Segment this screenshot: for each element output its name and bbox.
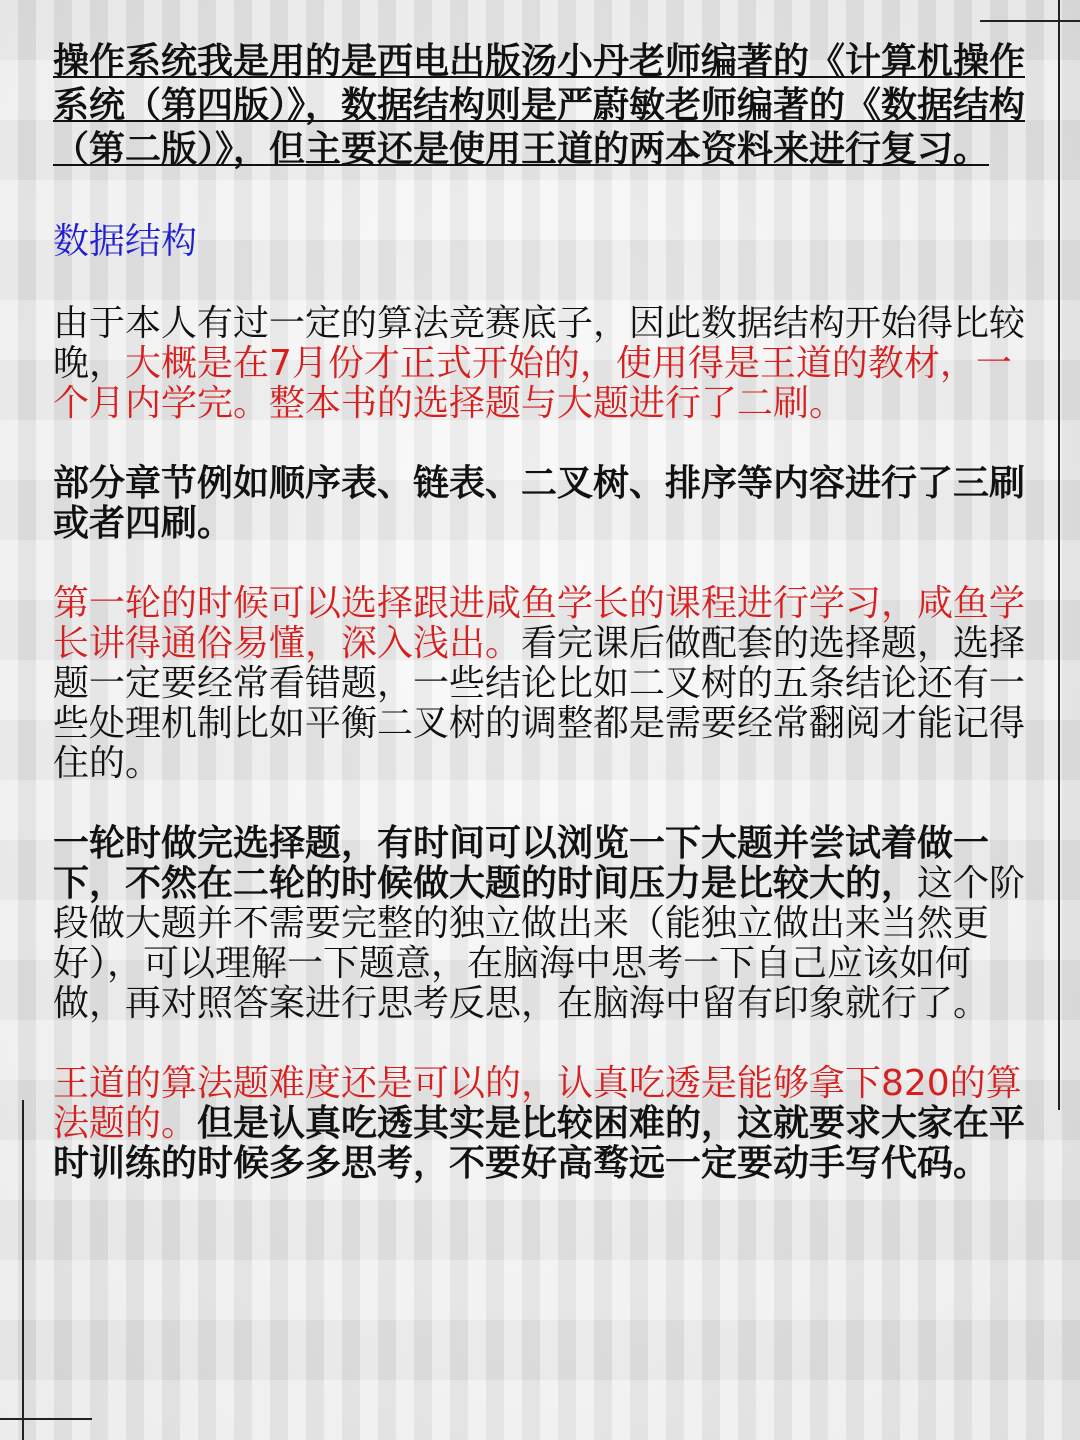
article-body — [53, 40, 1038, 1184]
corner-line-bottom-vertical — [22, 1100, 24, 1440]
paragraph-start-timing-normal: 由于本人有过一定的算法竞赛底子，因此数据结构开始得比较晚， — [53, 303, 1026, 384]
paragraph-first-round-highlight: 第一轮的时候可以选择跟进咸鱼学长的课程进行学习，咸鱼学长讲得通俗易懂，深入浅出。 — [53, 583, 1026, 664]
paragraph-first-round-normal: 看完课后做配套的选择题，选择题一定要经常看错题，一些结论比如二叉树的五条结论还有一些处理机制比如平衡二叉树的调整都是需要经常翻阅才能记得住的。 — [53, 623, 1026, 784]
paragraph-chapter-review: 部分章节例如顺序表、链表、二叉树、排序等内容进行了三刷或者四刷。 — [53, 463, 1026, 544]
paragraph-big-questions — [53, 824, 1038, 1024]
paragraph-start-timing-highlight: 大概是在7月份才正式开始的，使用得是王道的教材，一个月内学完。整本书的选择题与大题进行了二刷。 — [53, 343, 1012, 424]
paragraph-algorithm — [53, 1064, 1038, 1184]
intro-paragraph — [53, 40, 1038, 172]
section-title: 数据结构 — [53, 221, 198, 262]
corner-line-top-horizontal — [980, 20, 1080, 22]
paragraph-algorithm-highlight: 王道的算法题难度还是可以的，认真吃透是能够拿下820的算法题的。 — [53, 1063, 1022, 1144]
paragraph-big-questions-bold: 一轮时做完选择题，有时间可以浏览一下大题并尝试着做一下，不然在二轮的时候做大题的时间压力是比较大的， — [53, 823, 990, 904]
paragraph-big-questions-normal: 这个阶段做大题并不需要完整的独立做出来（能独立做出来当然更好），可以理解一下题意，在脑海中思考一下自己应该如何做，再对照答案进行思考反思，在脑海中留有印象就行了。 — [53, 863, 1026, 1024]
corner-line-bottom-horizontal — [0, 1418, 92, 1420]
intro-text: 操作系统我是用的是西电出版汤小丹老师编著的《计算机操作系统（第四版）》，数据结构则是严蔚敏老师编著的《数据结构（第二版）》，但主要还是使用王道的两本资料来进行复习。 — [53, 41, 1026, 170]
corner-line-top-vertical — [1058, 0, 1060, 1110]
paragraph-first-round — [53, 584, 1038, 784]
paragraph-start-timing — [53, 304, 1038, 424]
paragraph-algorithm-bold: 但是认真吃透其实是比较困难的，这就要求大家在平时训练的时候多多思考，不要好高骛远一定要动手写代码。 — [53, 1103, 1026, 1184]
